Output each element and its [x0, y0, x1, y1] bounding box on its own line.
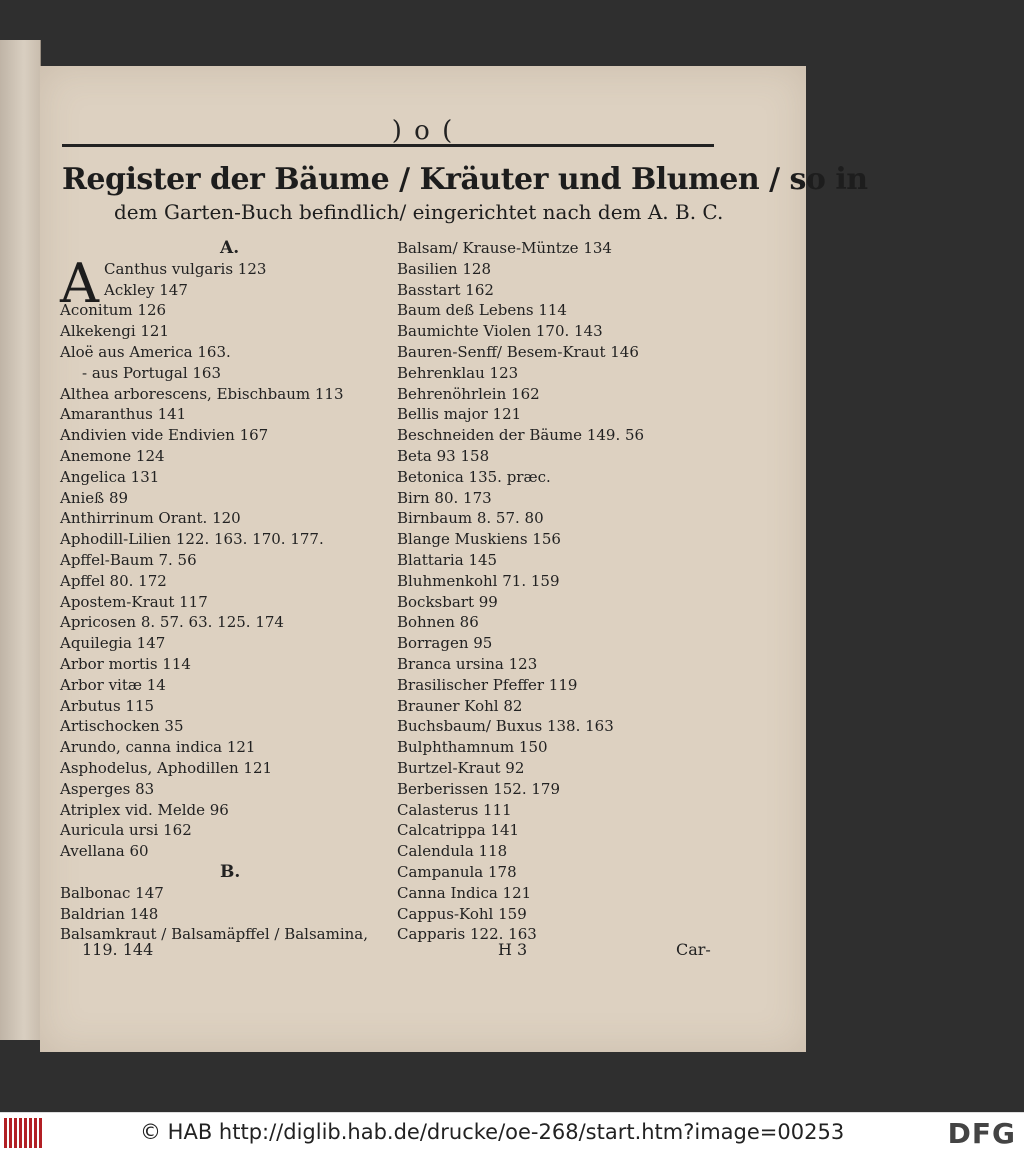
index-entry: Cappus-Kohl 159 — [397, 904, 527, 923]
index-entry: Bellis major 121 — [397, 405, 522, 424]
index-entry: Aquilegia 147 — [60, 634, 166, 653]
index-entry: Canthus vulgaris 123 — [104, 259, 267, 278]
index-entry: Basilien 128 — [397, 259, 491, 278]
index-entry: Brasilischer Pfeffer 119 — [397, 675, 578, 694]
index-entry: Borragen 95 — [397, 634, 493, 653]
right-index-column — [397, 238, 727, 945]
index-entry: Anieß 89 — [60, 488, 129, 507]
index-entry: Aloë aus America 163. — [60, 342, 231, 361]
index-entry: Atriplex vid. Melde 96 — [60, 800, 229, 819]
index-entry: Bauren-Senff/ Besem-Kraut 146 — [397, 342, 639, 361]
index-entry: Behrenöhrlein 162 — [397, 384, 540, 403]
index-entry: Auricula ursi 162 — [60, 821, 192, 840]
index-entry: Aphodill-Lilien 122. 163. 170. 177. — [60, 530, 324, 549]
index-entry: Arundo, canna indica 121 — [60, 738, 256, 757]
previous-page-edge — [0, 40, 41, 1040]
left-continuation: 119. 144 — [82, 940, 154, 959]
index-entry: Apricosen 8. 57. 63. 125. 174 — [60, 613, 284, 632]
index-entry: Behrenklau 123 — [397, 363, 519, 382]
index-entry: Apffel-Baum 7. 56 — [60, 550, 197, 569]
index-entry: Arbor mortis 114 — [60, 654, 191, 673]
index-entry: Arbutus 115 — [60, 696, 155, 715]
index-entry: Baldrian 148 — [60, 904, 159, 923]
index-entry: Calcatrippa 141 — [397, 821, 520, 840]
index-entry: Bohnen 86 — [397, 613, 479, 632]
index-entry: Beschneiden der Bäume 149. 56 — [397, 426, 645, 445]
catchword: Car- — [676, 940, 711, 959]
index-entry: Canna Indica 121 — [397, 883, 532, 902]
index-entry: Balsam/ Krause-Müntze 134 — [397, 239, 612, 257]
left-index-column — [60, 238, 390, 945]
index-entry: Ackley 147 — [104, 280, 188, 299]
index-entry: Bluhmenkohl 71. 159 — [397, 571, 560, 590]
footer-bar — [0, 1112, 1024, 1153]
index-entry: Beta 93 158 — [397, 446, 490, 465]
index-entry: Betonica 135. præc. — [397, 467, 551, 486]
dfg-logo: DFG — [947, 1117, 1016, 1150]
index-entry: Birnbaum 8. 57. 80 — [397, 509, 544, 528]
index-entry: Bocksbart 99 — [397, 592, 498, 611]
page-folio: ) o ( — [391, 116, 455, 146]
hab-logo-icon — [4, 1118, 48, 1148]
index-entry: Artischocken 35 — [60, 717, 184, 736]
index-entry: Branca ursina 123 — [397, 654, 538, 673]
index-entry: Balbonac 147 — [60, 883, 164, 902]
index-entry: Asperges 83 — [60, 779, 155, 798]
index-entry: Arbor vitæ 14 — [60, 675, 166, 694]
signature-mark: H 3 — [498, 940, 528, 959]
index-entry: Campanula 178 — [397, 862, 517, 881]
index-entry: Andivien vide Endivien 167 — [60, 426, 269, 445]
index-entry: Berberissen 152. 179 — [397, 779, 561, 798]
index-entry: Capparis 122. 163 — [397, 925, 537, 944]
letter-heading: B. — [220, 861, 241, 882]
index-entry: Anemone 124 — [60, 446, 165, 465]
index-entry: Amaranthus 141 — [60, 405, 187, 424]
index-entry: Alkekengi 121 — [60, 322, 170, 341]
copyright-link[interactable]: © HAB http://diglib.hab.de/drucke/oe-268/start.htm?image=00253 — [140, 1120, 845, 1144]
index-entry: Brauner Kohl 82 — [397, 696, 523, 715]
index-entry: Blange Muskiens 156 — [397, 530, 561, 549]
index-entry: Bulphthamnum 150 — [397, 738, 548, 757]
index-entry: Balsamkraut / Balsamäpffel / Balsamina, — [60, 925, 368, 944]
index-entry: Baumichte Violen 170. 143 — [397, 322, 603, 341]
drop-cap-initial: A — [60, 252, 99, 315]
index-entry: Calasterus 111 — [397, 800, 512, 819]
index-entry: Calendula 118 — [397, 842, 508, 861]
index-entry: Apffel 80. 172 — [60, 571, 167, 590]
index-entry: Aconitum 126 — [60, 301, 167, 320]
index-entry: Basstart 162 — [397, 280, 494, 299]
index-entry: Althea arborescens, Ebischbaum 113 — [60, 384, 344, 403]
index-entry: Apostem-Kraut 117 — [60, 592, 208, 611]
index-entry: Burtzel-Kraut 92 — [397, 758, 525, 777]
scanned-page — [40, 66, 868, 1052]
index-entry: Buchsbaum/ Buxus 138. 163 — [397, 717, 614, 736]
index-entry: Angelica 131 — [60, 467, 160, 486]
index-entry: Baum deß Lebens 114 — [397, 301, 567, 320]
index-entry: Asphodelus, Aphodillen 121 — [60, 758, 273, 777]
index-entry: - aus Portugal 163 — [82, 363, 222, 382]
register-subtitle: dem Garten-Buch befindlich/ eingerichtet nach dem A. B. C. — [114, 200, 724, 224]
letter-heading: A. — [220, 238, 240, 258]
index-entry: Blattaria 145 — [397, 550, 498, 569]
register-title: Register der Bäume / Kräuter und Blumen / so in — [62, 162, 868, 197]
top-rule — [62, 144, 714, 147]
index-entry: Birn 80. 173 — [397, 488, 492, 507]
index-entry: Avellana 60 — [60, 842, 149, 861]
index-entry: Anthirrinum Orant. 120 — [60, 509, 241, 528]
